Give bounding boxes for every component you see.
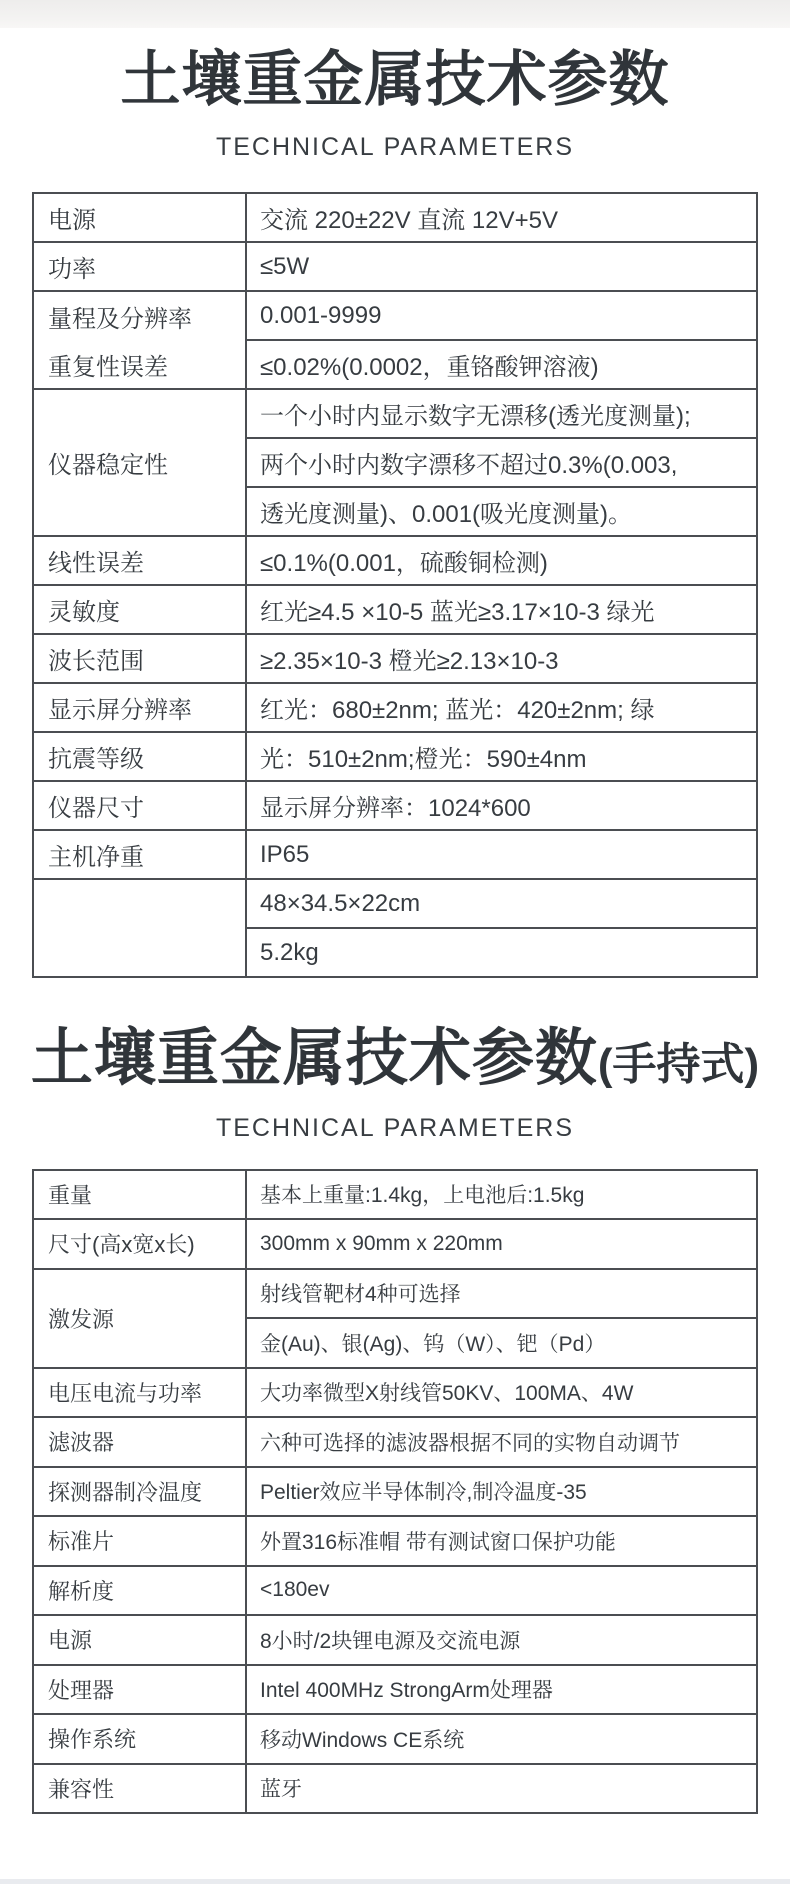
param-value-cell [247,733,756,780]
table-row [34,682,756,731]
param-label-cell [34,194,247,241]
param-value: Peltier效应半导体制冷,制冷温度-35 [260,1481,587,1505]
table-row [34,194,756,241]
param-value: ≤0.02%(0.0002，重铬酸钾溶液) [247,339,756,388]
param-label: 激发源 [48,1306,115,1332]
param-value-cell [247,292,756,388]
param-value: 48×34.5×22cm [260,889,421,917]
page-title-suffix: (手持式) [597,1040,760,1090]
table-row [34,1515,756,1565]
param-value-cell [247,537,756,584]
spec-table-benchtop [32,192,758,978]
param-label: 功率 [48,256,96,284]
param-value: ≤0.1%(0.001，硫酸铜检测) [260,550,548,578]
param-value-cell [247,1517,756,1565]
param-value: 0.001-9999 [260,301,382,329]
param-value: 8小时/2块锂电源及交流电源 [260,1629,521,1653]
table-row [34,1763,756,1813]
param-value-cell [247,586,756,633]
table-row [34,1565,756,1615]
param-label: 滤波器 [48,1430,115,1456]
param-label: 线性误差 [48,550,144,578]
param-value-cell [247,1220,756,1268]
param-label-cell [34,586,247,633]
param-value: ≥2.35×10-3 橙光≥2.13×10-3 [260,648,559,676]
param-label-cell [34,1567,247,1615]
table-row [34,535,756,584]
param-value: 红光：680±2nm; 蓝光：420±2nm; 绿 [260,697,655,725]
param-label: 显示屏分辨率 [48,697,192,725]
table-row [34,633,756,682]
param-label-cell [34,635,247,682]
param-label: 波长范围 [48,648,144,676]
page-subtitle-benchtop: TECHNICAL PARAMETERS [215,133,575,162]
table-row [34,780,756,829]
param-value: 大功率微型X射线管50KV、100MA、4W [260,1382,634,1406]
param-value-cell [247,1270,756,1367]
param-label-cell [34,1270,247,1367]
param-label-cell [34,684,247,731]
param-label-cell [34,733,247,780]
param-label: 重量 [48,1182,93,1208]
table-row [34,878,756,976]
param-value: 外置316标准帽 带有测试窗口保护功能 [260,1530,616,1554]
table-row [34,1171,756,1219]
param-label-cell [34,782,247,829]
param-label-cell [34,1369,247,1417]
param-value-cell [247,1666,756,1714]
param-label-cell [34,1468,247,1516]
param-label-cell [34,880,247,976]
param-value: 红光≥4.5 ×10-5 蓝光≥3.17×10-3 绿光 [260,599,655,627]
param-label: 电压电流与功率 [48,1380,203,1406]
param-label-cell [34,831,247,878]
param-value-cell [247,635,756,682]
param-label: 抗震等级 [48,746,144,774]
param-label-cell [34,1765,247,1813]
table-row [34,1218,756,1268]
table-row [34,1367,756,1417]
param-value-cell [247,782,756,829]
param-value-cell [247,390,756,535]
param-value: 一个小时内显示数字无漂移(透光度测量); [260,403,691,431]
section-handheld [0,1024,790,1814]
param-label: 主机净重 [48,844,144,872]
bottom-strip [0,1879,790,1884]
param-value: 基本上重量:1.4kg，上电池后:1.5kg [260,1184,585,1208]
param-label: 仪器稳定性 [48,452,168,480]
param-value: 金(Au)、银(Ag)、钨（W）、钯（Pd） [247,1317,756,1367]
param-value-cell [247,1616,756,1664]
table-row [34,388,756,535]
param-value-cell [247,880,756,976]
table-row [34,290,756,388]
param-label: 灵敏度 [48,599,120,627]
page-subtitle-handheld: TECHNICAL PARAMETERS [215,1113,575,1142]
param-label: 电源 [48,207,96,235]
param-value: 射线管靶材4种可选择 [260,1283,461,1307]
param-value-cell [247,684,756,731]
spec-table-handheld [32,1169,758,1815]
param-value-cell [247,1369,756,1417]
param-value-cell [247,1171,756,1219]
param-label: 量程及分辨率 [48,305,192,333]
top-gradient-strip [0,0,790,28]
page-title-benchtop [0,46,790,113]
param-label-cell [34,1616,247,1664]
table-row [34,1268,756,1367]
param-label-cell [34,1418,247,1466]
param-value-cell [247,1715,756,1763]
table-row [34,829,756,878]
section-benchtop [0,46,790,978]
param-value-cell [247,243,756,290]
table-row [34,241,756,290]
table-row [34,584,756,633]
param-value: 光：510±2nm;橙光：590±4nm [260,746,587,774]
table-row [34,1614,756,1664]
param-label: 探测器制冷温度 [48,1479,203,1505]
param-label: 处理器 [48,1677,115,1703]
param-value: 交流 220±22V 直流 12V+5V [260,207,558,235]
table-row [34,1713,756,1763]
param-label: 重复性误差 [48,353,168,381]
param-value: 两个小时内数字漂移不超过0.3%(0.003, [247,437,756,486]
param-label-cell [34,1517,247,1565]
param-value-cell [247,1765,756,1813]
param-label-cell [34,1220,247,1268]
page-title-text: 土壤重金属技术参数 [30,1024,598,1094]
param-value: <180ev [260,1578,330,1602]
table-row [34,1466,756,1516]
param-label: 解析度 [48,1578,115,1604]
param-label: 兼容性 [48,1776,115,1802]
param-value: IP65 [260,840,310,868]
param-value: 移动Windows CE系统 [260,1728,465,1752]
param-label-cell [34,537,247,584]
param-label-cell [34,390,247,535]
param-value: 透光度测量)、0.001(吸光度测量)。 [247,486,756,535]
param-value: 显示屏分辨率：1024*600 [260,795,531,823]
param-label: 操作系统 [48,1727,137,1753]
param-label: 尺寸(高x宽x长) [48,1232,195,1258]
param-value: 蓝牙 [260,1778,302,1802]
param-value: ≤5W [260,252,310,280]
table-row [34,731,756,780]
page-title-text: 土壤重金属技术参数 [120,46,670,113]
param-value-cell [247,1468,756,1516]
param-value: 六种可选择的滤波器根据不同的实物自动调节 [260,1431,680,1455]
param-value-cell [247,831,756,878]
param-label-cell [34,1715,247,1763]
page-title-handheld [0,1024,790,1093]
param-label-cell [34,1171,247,1219]
table-row [34,1664,756,1714]
param-label-cell [34,243,247,290]
param-label: 仪器尺寸 [48,795,144,823]
param-value: 5.2kg [247,927,756,976]
param-value-cell [247,194,756,241]
param-label [34,880,245,976]
param-value-cell [247,1418,756,1466]
param-value: 300mm x 90mm x 220mm [260,1231,503,1255]
table-row [34,1416,756,1466]
param-label-cell [34,292,247,388]
param-value-cell [247,1567,756,1615]
param-value: Intel 400MHz StrongArm处理器 [260,1679,553,1703]
param-label-cell [34,1666,247,1714]
param-label: 标准片 [48,1529,115,1555]
param-label: 电源 [48,1628,93,1654]
